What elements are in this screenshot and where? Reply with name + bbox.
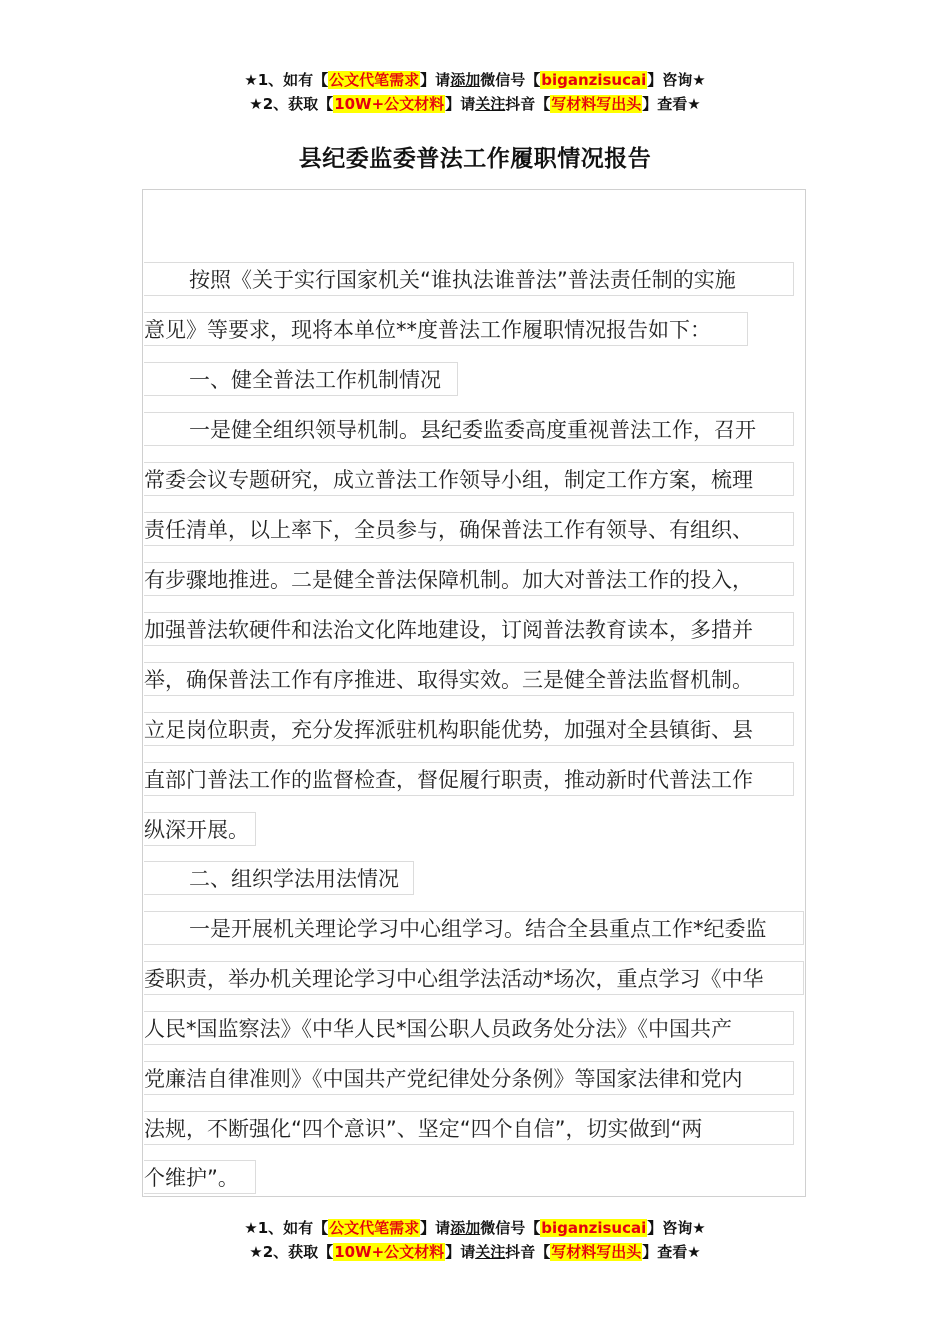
promo-highlight: 公文代笔需求 [329, 1219, 420, 1237]
wechat-id-highlight: biganzisucai [541, 1219, 647, 1237]
paragraph-line: 立足岗位职责，充分发挥派驻机构职能优势，加强对全县镇街、县 [144, 712, 794, 746]
promo-text: 微信号【 [480, 71, 541, 89]
paragraph-line: 按照《关于实行国家机关“谁执法谁普法”普法责任制的实施 [144, 262, 794, 296]
promo-text: 】查看★ [642, 95, 701, 113]
paragraph-line: 责任清单，以上率下，全员参与，确保普法工作有领导、有组织、 [144, 512, 794, 546]
douyin-account-highlight: 写材料写出头 [551, 1243, 642, 1261]
paragraph-line: 党廉洁自律准则》《中国共产党纪律处分条例》等国家法律和党内 [144, 1061, 794, 1095]
promo-underlined-text: 添加 [450, 1219, 481, 1237]
promo-text: ★1、如有【 [244, 71, 329, 89]
promo-highlight: 10W+公文材料 [334, 1243, 445, 1261]
paragraph-line: 一是健全组织领导机制。县纪委监委高度重视普法工作，召开 [144, 412, 794, 446]
paragraph-line: 委职责，举办机关理论学习中心组学法活动*场次，重点学习《中华 [144, 961, 804, 995]
promo-line-1 [0, 68, 950, 92]
paragraph-line: 人民*国监察法》《中华人民*国公职人员政务处分法》《中国共产 [144, 1011, 794, 1045]
section-heading: 二、组织学法用法情况 [144, 861, 414, 895]
top-promo-banner [0, 68, 950, 116]
promo-text: 抖音【 [505, 1243, 551, 1261]
douyin-account-highlight: 写材料写出头 [551, 95, 642, 113]
promo-underlined-text: 添加 [450, 71, 481, 89]
paragraph-line: 举，确保普法工作有序推进、取得实效。三是健全普法监督机制。 [144, 662, 794, 696]
promo-text: 】请 [420, 71, 451, 89]
promo-text: ★2、获取【 [249, 1243, 334, 1261]
wechat-id-highlight: biganzisucai [541, 71, 647, 89]
paragraph-line: 有步骤地推进。二是健全普法保障机制。加大对普法工作的投入， [144, 562, 794, 596]
paragraph-line: 意见》等要求，现将本单位**度普法工作履职情况报告如下： [144, 312, 748, 346]
promo-line-1 [0, 1216, 950, 1240]
paragraph-line: 个维护”。 [144, 1160, 256, 1194]
section-heading: 一、健全普法工作机制情况 [144, 362, 458, 396]
paragraph-line: 常委会议专题研究，成立普法工作领导小组，制定工作方案，梳理 [144, 462, 794, 496]
paragraph-line: 法规，不断强化“四个意识”、坚定“四个自信”，切实做到“两 [144, 1111, 794, 1145]
promo-highlight: 10W+公文材料 [334, 95, 445, 113]
promo-text: 】咨询★ [647, 1219, 706, 1237]
promo-text: 】咨询★ [647, 71, 706, 89]
promo-underlined-text: 关注 [475, 95, 506, 113]
paragraph-line: 纵深开展。 [144, 812, 256, 846]
promo-line-2 [0, 92, 950, 116]
promo-text: ★2、获取【 [249, 95, 334, 113]
promo-text: 】查看★ [642, 1243, 701, 1261]
paragraph-line: 一是开展机关理论学习中心组学习。结合全县重点工作*纪委监 [144, 911, 804, 945]
paragraph-line: 直部门普法工作的监督检查，督促履行职责，推动新时代普法工作 [144, 762, 794, 796]
paragraph-line: 加强普法软硬件和法治文化阵地建设，订阅普法教育读本，多措并 [144, 612, 794, 646]
promo-line-2 [0, 1240, 950, 1264]
promo-text: 抖音【 [505, 95, 551, 113]
promo-text: ★1、如有【 [244, 1219, 329, 1237]
promo-text: 】请 [445, 95, 476, 113]
bottom-promo-banner [0, 1216, 950, 1264]
promo-text: 】请 [420, 1219, 451, 1237]
promo-highlight: 公文代笔需求 [329, 71, 420, 89]
promo-text: 微信号【 [480, 1219, 541, 1237]
promo-underlined-text: 关注 [475, 1243, 506, 1261]
document-title: 县纪委监委普法工作履职情况报告 [298, 146, 652, 172]
promo-text: 】请 [445, 1243, 476, 1261]
